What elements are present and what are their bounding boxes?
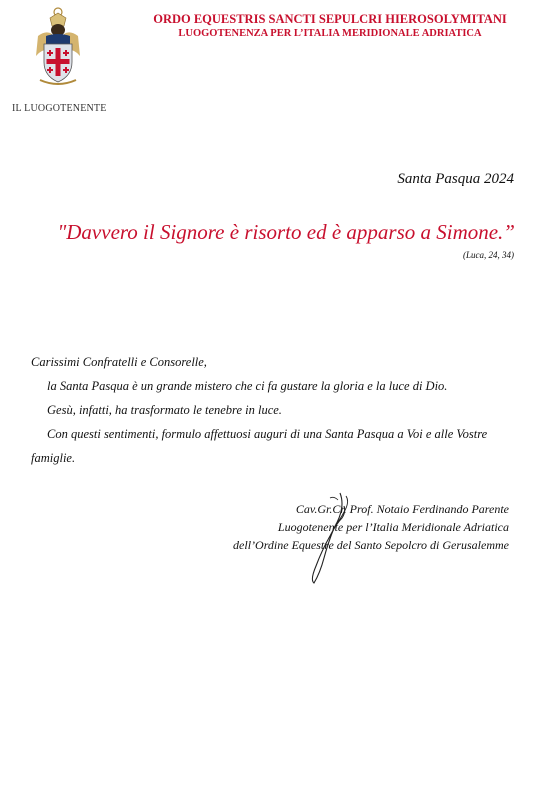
scripture-quote: "Davvero il Signore è risorto ed è apparso a Simone.” bbox=[57, 220, 515, 244]
paragraph: Con questi sentimenti, formulo affettuosi auguri di una Santa Pasqua a Voi e alle Vostre famiglie. bbox=[31, 427, 488, 465]
signer-title: Luogotenente per l’Italia Meridionale Adriatica bbox=[277, 520, 509, 534]
paragraph: Gesù, infatti, ha trasformato le tenebre in luce. bbox=[47, 403, 282, 417]
handwritten-signature-icon bbox=[300, 488, 360, 588]
paragraph: la Santa Pasqua è un grande mistero che ci fa gustare la gloria e la luce di Dio. bbox=[47, 379, 448, 393]
date-line: Santa Pasqua 2024 bbox=[397, 171, 514, 187]
organization-header bbox=[140, 12, 520, 39]
org-subdivision: LUOGOTENENZA PER L’ITALIA MERIDIONALE ADRIATICA bbox=[178, 28, 482, 39]
salutation: Carissimi Confratelli e Consorelle, bbox=[31, 355, 207, 369]
jerusalem-cross-crest-icon bbox=[32, 6, 84, 88]
signature-block bbox=[233, 500, 509, 554]
signer-name: Cav.Gr.Cr. Prof. Notaio Ferdinando Parente bbox=[295, 502, 509, 516]
signer-order: dell’Ordine Equestre del Santo Sepolcro di Gerusalemme bbox=[233, 538, 509, 552]
letter-body bbox=[31, 350, 501, 470]
scripture-reference: (Luca, 24, 34) bbox=[463, 250, 514, 260]
role-title: IL LUOGOTENENTE bbox=[12, 103, 107, 114]
org-name: ORDO EQUESTRIS SANCTI SEPULCRI HIEROSOLYMITANI bbox=[153, 12, 507, 26]
